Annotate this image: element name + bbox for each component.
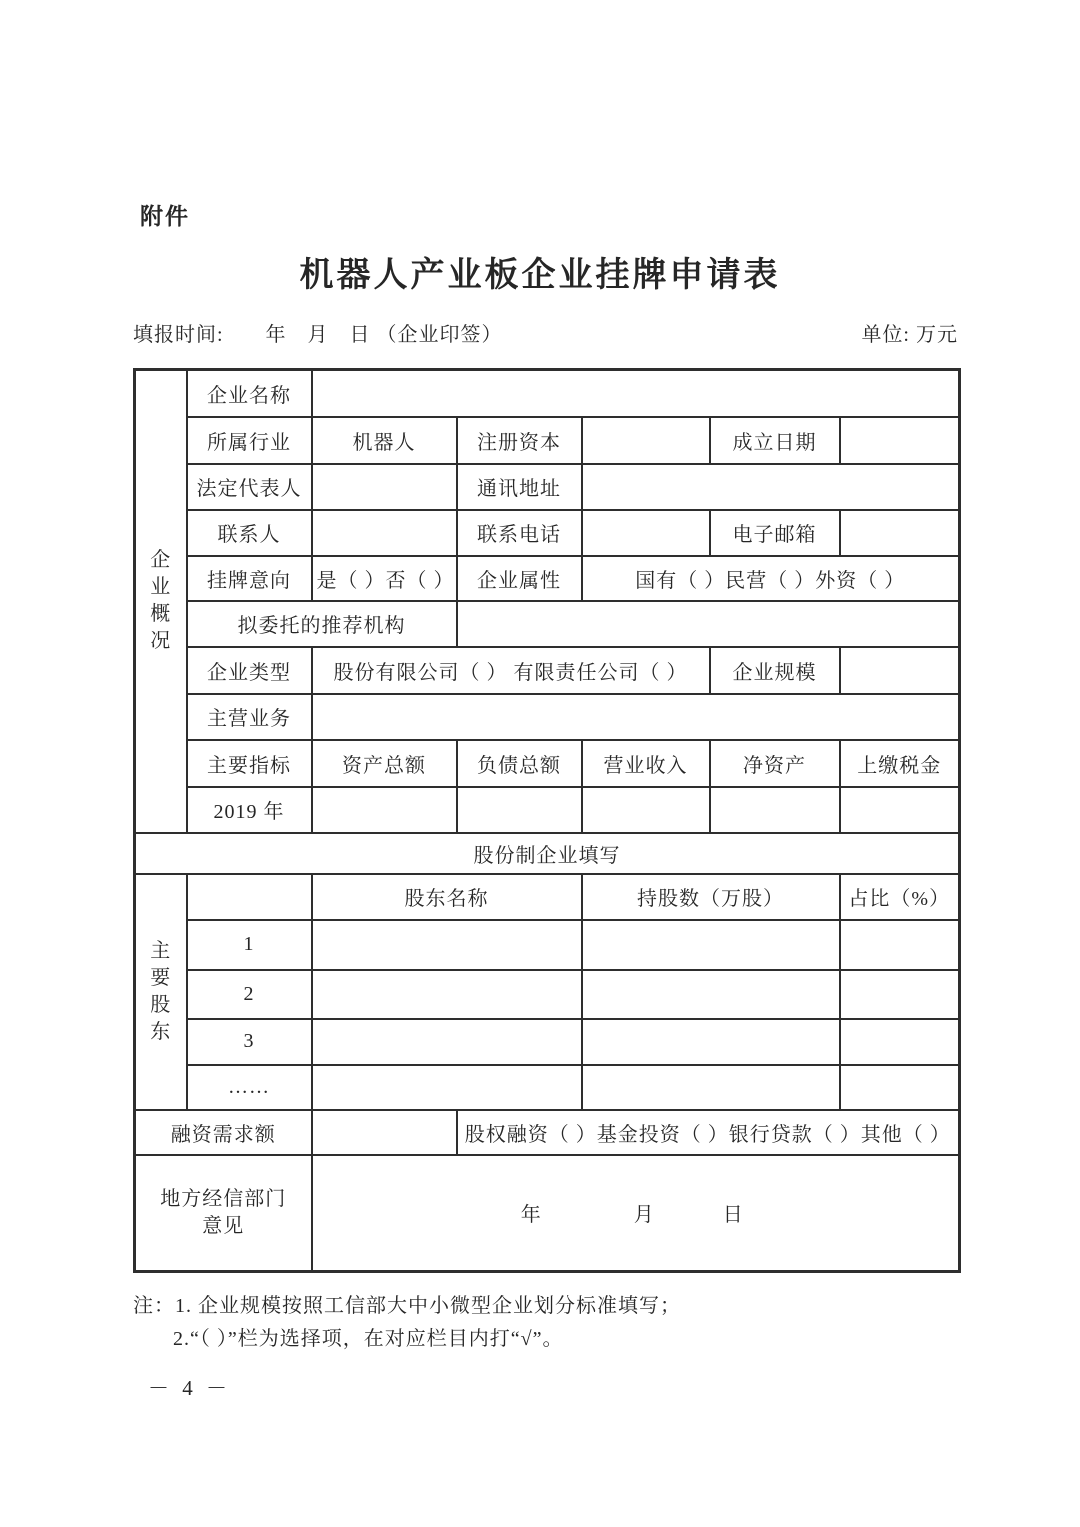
fill-time-line: 填报时间: 年 月 日 （企业印签） [133,324,503,346]
phone-label: 联系电话 [457,510,582,556]
page-title: 机器人产业板企业挂牌申请表 [299,257,781,294]
shareholder-name-header: 股东名称 [312,874,582,920]
table-row [135,740,960,787]
enterprise-type-options: 股份有限公司（ ） 有限责任公司（ ） [312,647,710,694]
table-row [135,874,960,920]
group-label-shareholders-line2: 股东 [150,993,172,1043]
shareholder-row [135,1065,960,1110]
shareholder-index: 3 [187,1019,312,1065]
enterprise-scale-label: 企业规模 [710,647,840,694]
indicator-header-net-assets: 净资产 [710,740,840,787]
group-label-shareholders-line1: 主要 [150,939,172,989]
table-row [135,647,960,694]
table-row [135,464,960,510]
shareholder-name-field [312,970,582,1019]
page-number: － 4 － [148,1376,231,1400]
group-label-overview [135,370,187,833]
shareholder-shares-field [582,970,840,1019]
recommend-org-field [457,601,960,647]
company-name-label: 企业名称 [187,370,312,417]
opinion-label-line1: 地方经信部门 [160,1187,287,1210]
shareholder-ratio-field [840,1019,960,1065]
financing-label: 融资需求额 [135,1110,312,1155]
year-row-label: 2019 年 [187,787,312,833]
legal-rep-field [312,464,457,510]
company-name-field [312,370,960,417]
indicator-header-liabilities: 负债总额 [457,740,582,787]
year-tax-field [840,787,960,833]
shareholder-ratio-header: 占比（%） [840,874,960,920]
shareholder-ratio-field [840,1065,960,1110]
group-label-overview-line1: 企业 [150,549,172,599]
note-line-1: 注：1. 企业规模按照工信部大中小微型企业划分标准填写； [133,1295,681,1317]
email-label: 电子邮箱 [710,510,840,556]
registered-capital-field [582,417,710,464]
indicator-header-revenue: 营业收入 [582,740,710,787]
contact-label: 联系人 [187,510,312,556]
year-liabilities-field [457,787,582,833]
enterprise-scale-field [840,647,960,694]
opinion-day-label: 日 [722,1204,744,1227]
table-row [135,601,960,647]
table-row [135,1155,960,1272]
enterprise-attr-options: 国有（ ）民营（ ）外资（ ） [582,556,960,601]
application-form-table [133,368,961,1273]
notes [133,1290,973,1356]
founding-date-field [840,417,960,464]
shareholder-ratio-field [840,920,960,970]
shareholder-index: …… [187,1065,312,1110]
table-row [135,556,960,601]
group-label-shareholders [135,874,187,1110]
shareholder-index-header [187,874,312,920]
financing-amount-field [312,1110,457,1155]
listing-intent-options: 是（ ）否（ ） [312,556,457,601]
year-net-assets-field [710,787,840,833]
main-business-label: 主营业务 [187,694,312,740]
founding-date-label: 成立日期 [710,417,840,464]
legal-rep-label: 法定代表人 [187,464,312,510]
shareholder-row [135,1019,960,1065]
table-row [135,787,960,833]
address-label: 通讯地址 [457,464,582,510]
shareholder-ratio-field [840,970,960,1019]
enterprise-type-label: 企业类型 [187,647,312,694]
shareholder-row [135,970,960,1019]
shareholder-row [135,920,960,970]
industry-label: 所属行业 [187,417,312,464]
financing-options: 股权融资（ ）基金投资（ ）银行贷款（ ）其他（ ） [457,1110,960,1155]
indicator-header-tax: 上缴税金 [840,740,960,787]
table-row [135,694,960,740]
attachment-label: 附件 [140,203,190,229]
unit-label: 单位: 万元 [861,324,958,346]
industry-value: 机器人 [312,417,457,464]
table-row [135,833,960,874]
indicator-header-assets: 资产总额 [312,740,457,787]
table-row [135,1110,960,1155]
year-revenue-field [582,787,710,833]
email-field [840,510,960,556]
meta-row [133,318,958,347]
shareholder-index: 1 [187,920,312,970]
opinion-month-label: 月 [633,1204,655,1227]
opinion-label [135,1155,312,1272]
key-indicators-label: 主要指标 [187,740,312,787]
shareholder-index: 2 [187,970,312,1019]
shareholder-name-field [312,1065,582,1110]
address-field [582,464,960,510]
share-section-banner: 股份制企业填写 [135,833,960,874]
shareholder-name-field [312,1019,582,1065]
recommend-org-label: 拟委托的推荐机构 [187,601,457,647]
opinion-label-line2: 意见 [202,1214,245,1237]
registered-capital-label: 注册资本 [457,417,582,464]
year-assets-field [312,787,457,833]
phone-field [582,510,710,556]
shareholder-shares-header: 持股数（万股） [582,874,840,920]
contact-field [312,510,457,556]
table-row [135,510,960,556]
enterprise-attr-label: 企业属性 [457,556,582,601]
table-row [135,370,960,417]
shareholder-name-field [312,920,582,970]
opinion-year-label: 年 [520,1204,542,1227]
note-line-2: 2.“（ ）”栏为选择项，在对应栏目内打“√”。 [173,1328,564,1350]
shareholder-shares-field [582,1065,840,1110]
table-row [135,417,960,464]
shareholder-shares-field [582,1019,840,1065]
group-label-overview-line2: 概况 [150,603,172,653]
main-business-field [312,694,960,740]
shareholder-shares-field [582,920,840,970]
opinion-field [312,1155,960,1272]
listing-intent-label: 挂牌意向 [187,556,312,601]
